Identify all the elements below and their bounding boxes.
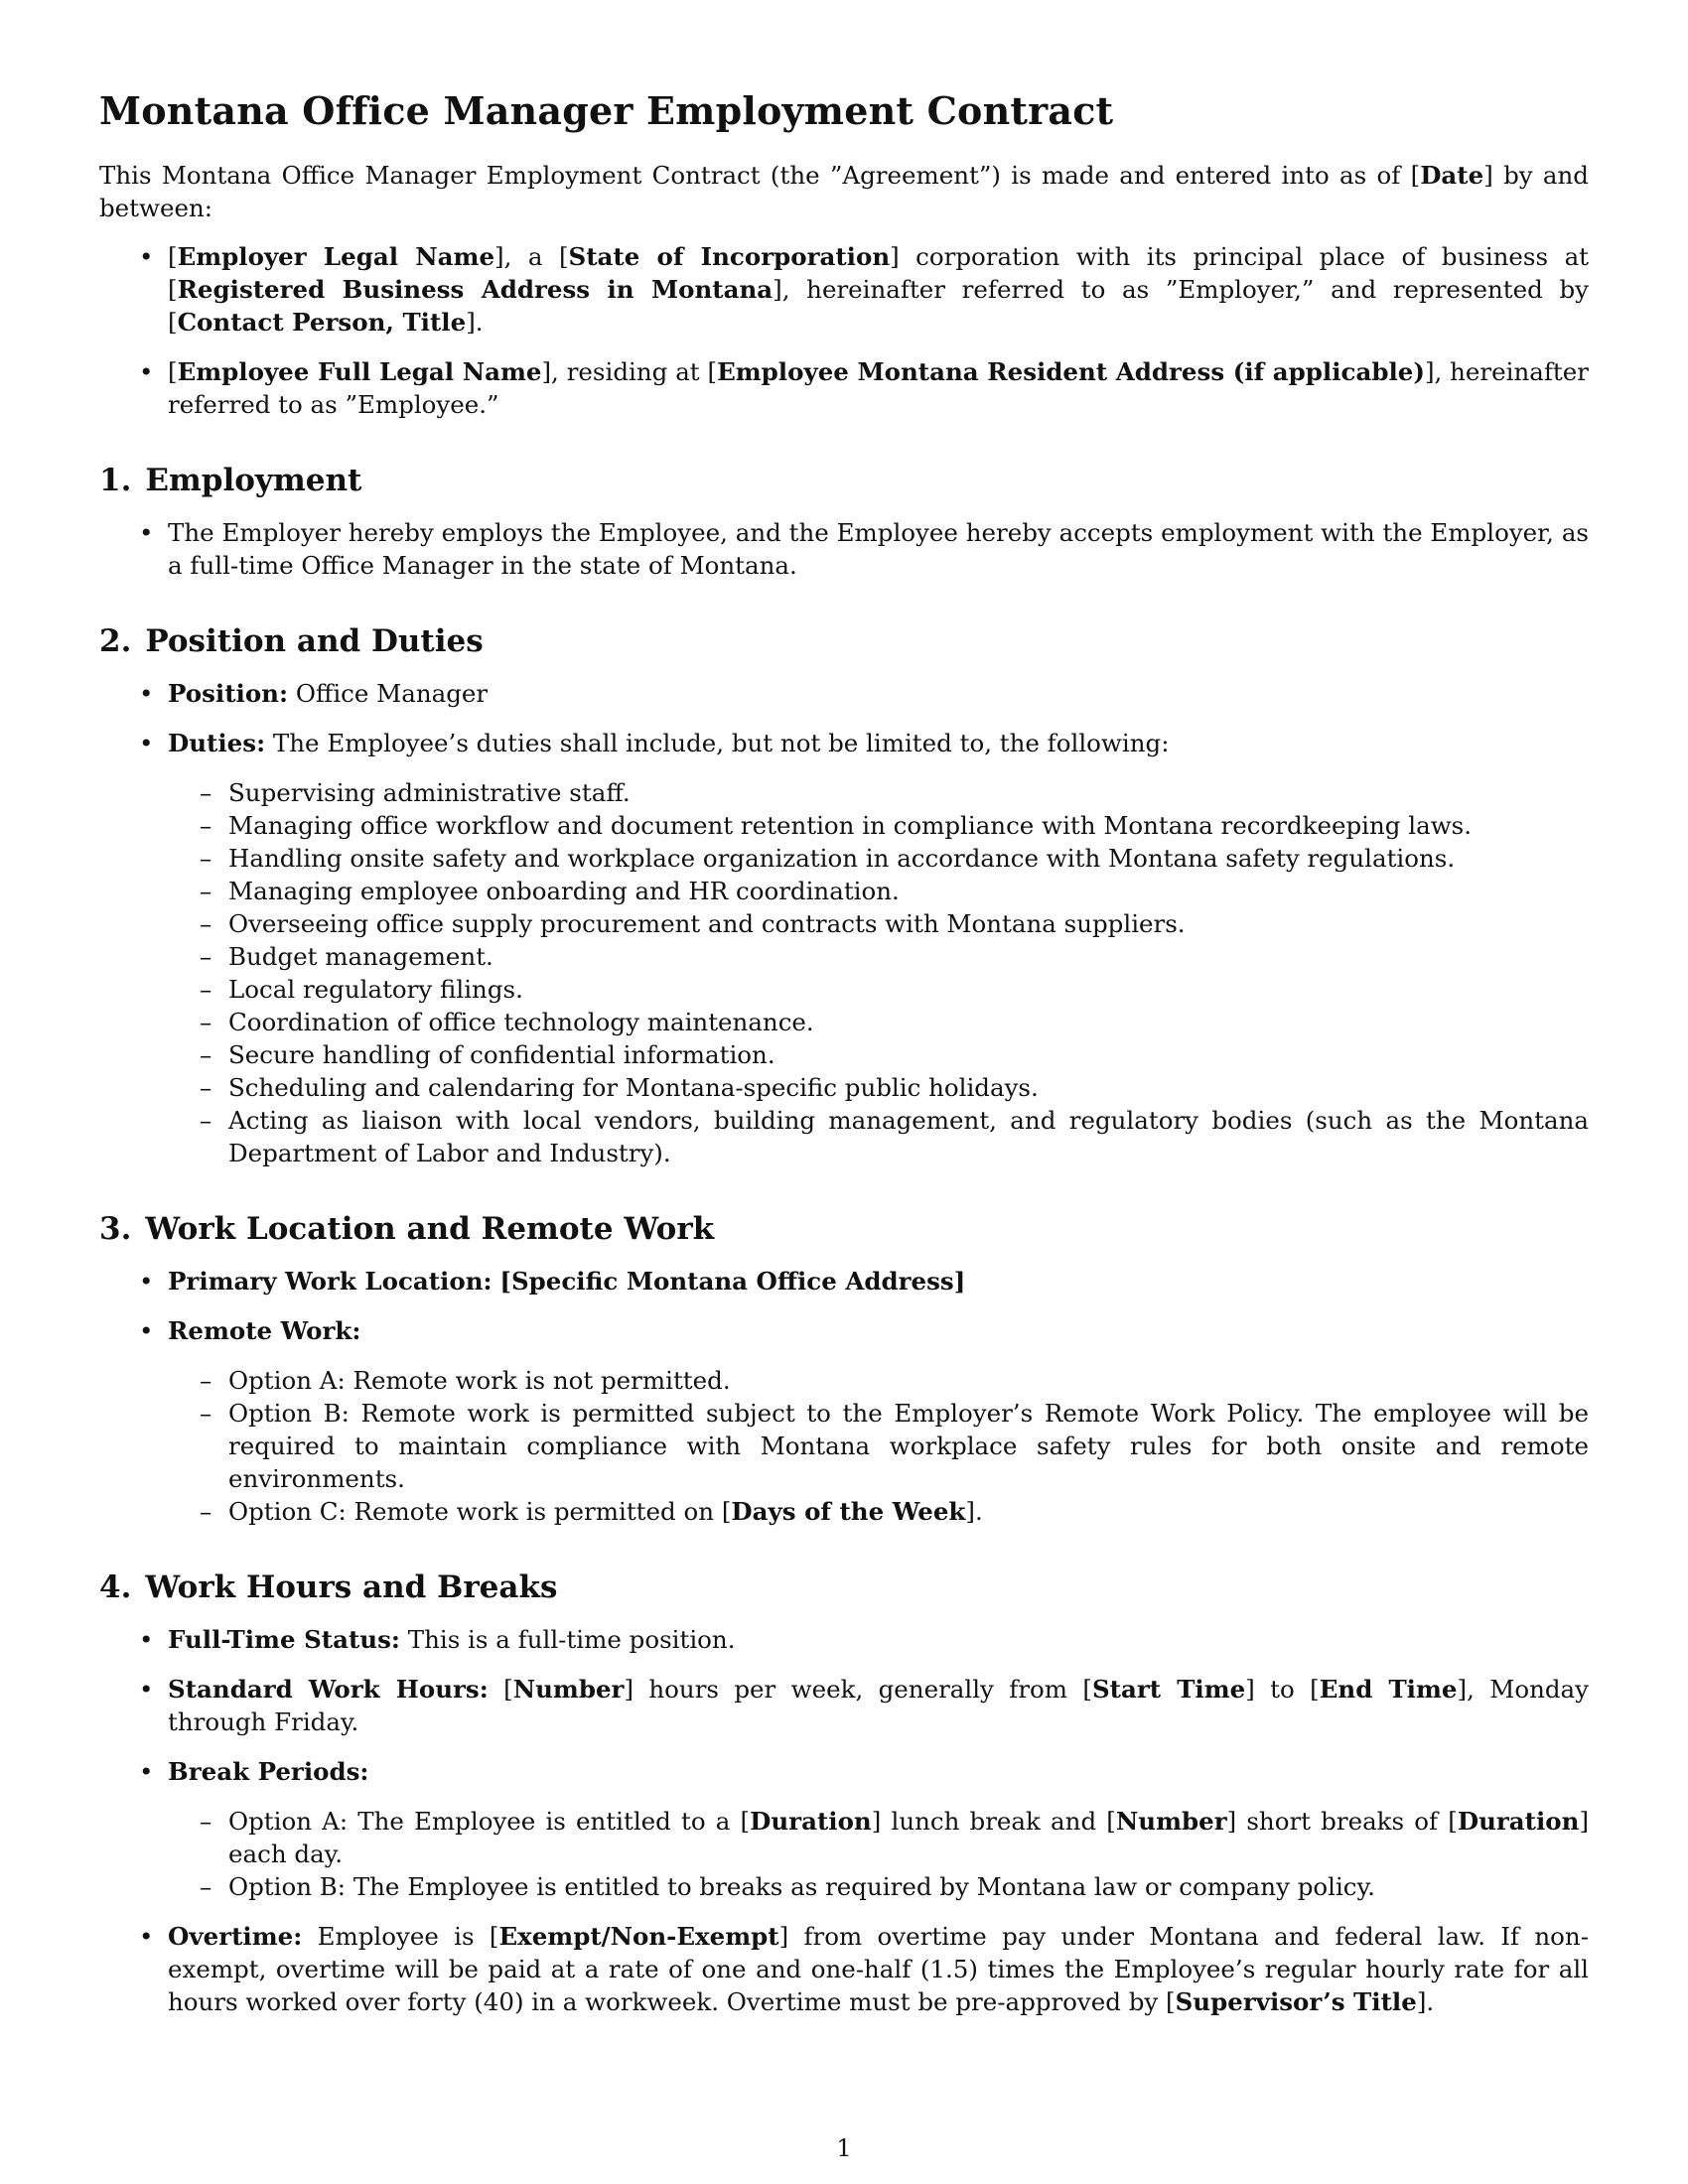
duty-item: – Local regulatory filings. [168, 973, 1589, 1006]
date-placeholder: Date [1420, 161, 1484, 190]
remote-option-b: – Option B: Remote work is permitted subject to the Employer’s Remote Work Policy. The employee will be required to maintain compliance with Montana workplace safety rules for both onsite and remote environments. [168, 1397, 1589, 1495]
document-page [99, 87, 1589, 2035]
duties-list [168, 776, 1589, 1169]
section-1-list [99, 516, 1589, 582]
state-of-incorporation: State of Incorporation [568, 242, 891, 271]
duty-item: – Budget management. [168, 940, 1589, 973]
section-3-list [99, 1265, 1589, 1528]
section-2-list [99, 677, 1589, 1169]
fulltime-item: • Full-Time Status: This is a full-time position. [99, 1623, 1589, 1656]
remote-options-list [168, 1364, 1589, 1528]
section-4-heading: 4. Work Hours and Breaks [99, 1570, 558, 1605]
duty-item: – Managing employee onboarding and HR coordination. [168, 875, 1589, 907]
intro-paragraph: This Montana Office Manager Employment Contract (the ”Agreement”) is made and entered into as of [Date] by and between: [99, 161, 1589, 222]
employer-party: • [Employer Legal Name], a [State of Incorporation] corporation with its principal place of business at [Registered Business Address in Montana], hereinafter referred to as ”Employer,” and represented by [Contact Person, Title]. [99, 240, 1589, 339]
overtime-item: • Overtime: Employee is [Exempt/Non-Exempt] from overtime pay under Montana and federal law. If non-exempt, overtime will be paid at a rate of one and one-half (1.5) times the Employee’s regular hourly rate for all hours worked over forty (40) in a workweek. Overtime must be pre-approved by [Supervisor’s Title]. [99, 1920, 1589, 2018]
employer-legal-name: Employer Legal Name [177, 242, 495, 271]
employee-party: • [Employee Full Legal Name], residing at [Employee Montana Resident Address (if applicable)], hereinafter referred to as ”Employee.” [99, 355, 1589, 421]
section-4-list [99, 1623, 1589, 2018]
break-option-b: – Option B: The Employee is entitled to breaks as required by Montana law or company policy. [168, 1870, 1589, 1903]
duty-item: – Coordination of office technology maintenance. [168, 1006, 1589, 1038]
break-options-list [168, 1805, 1589, 1903]
contact-person: Contact Person, Title [177, 308, 467, 337]
document-title: Montana Office Manager Employment Contract [99, 88, 1114, 133]
duty-item: – Handling onsite safety and workplace organization in accordance with Montana safety regulations. [168, 842, 1589, 875]
remote-work-item: • Remote Work: – Option A: Remote work is not permitted. – Option B: Remote work is permitted subject to the Employer’s Remote Work Policy. The employee will be required to maintain compliance with Montana workplace safety rules for both onsite and remote environments. – Option C: Remote work is permitted on [Days of the Week]. [99, 1314, 1589, 1528]
break-option-a: – Option A: The Employee is entitled to a [Duration] lunch break and [Number] short breaks of [Duration] each day. [168, 1805, 1589, 1870]
primary-location-item: • Primary Work Location: [Specific Montana Office Address] [99, 1265, 1589, 1297]
page-number: 1 [836, 2134, 852, 2162]
work-hours-item: • Standard Work Hours: [Number] hours per week, generally from [Start Time] to [End Time], Monday through Friday. [99, 1673, 1589, 1738]
duty-item: – Managing office workflow and document retention in compliance with Montana recordkeeping laws. [168, 809, 1589, 842]
duty-item: – Acting as liaison with local vendors, building management, and regulatory bodies (such as the Montana Department of Labor and Industry). [168, 1104, 1589, 1169]
position-item: • Position: Office Manager [99, 677, 1589, 710]
employer-address: Registered Business Address in Montana [177, 275, 774, 304]
parties-list [99, 240, 1589, 421]
office-address-placeholder: [Specific Montana Office Address] [499, 1267, 966, 1296]
section-3-heading: 3. Work Location and Remote Work [99, 1211, 715, 1247]
employee-address: Employee Montana Resident Address (if applicable) [717, 357, 1425, 386]
duty-item: – Supervising administrative staff. [168, 776, 1589, 809]
remote-option-c: – Option C: Remote work is permitted on [Days of the Week]. [168, 1495, 1589, 1528]
duty-item: – Secure handling of confidential information. [168, 1038, 1589, 1071]
employment-clause: • The Employer hereby employs the Employee, and the Employee hereby accepts employment with the Employer, as a full-time Office Manager in the state of Montana. [99, 516, 1589, 582]
duty-item: – Overseeing office supply procurement and contracts with Montana suppliers. [168, 907, 1589, 940]
duty-item: – Scheduling and calendaring for Montana-specific public holidays. [168, 1071, 1589, 1104]
section-1-heading: 1. Employment [99, 463, 362, 498]
duties-item: • Duties: The Employee’s duties shall include, but not be limited to, the following: – Supervising administrative staff. – Managing office workflow and document retention in compliance with Montana recordkeeping laws. – Handling onsite safety and workplace organization in accordance with Montana safety regulations. – Managing employee onboarding and HR coordination. – Overseeing office supply procurement and contracts with Montana suppliers. – Budget management. – Local regulatory filings. – Coordination of office technology maintenance. – Secure handling of confidential information. – Scheduling and calendaring for Montana-specific public holidays. – Acting as liaison with local vendors, building management, and regulatory bodies (such as the Montana Department of Labor and Industry). [99, 727, 1589, 1169]
remote-option-a: – Option A: Remote work is not permitted. [168, 1364, 1589, 1397]
employee-name: Employee Full Legal Name [177, 357, 542, 386]
section-2-heading: 2. Position and Duties [99, 623, 484, 659]
break-periods-item: • Break Periods: – Option A: The Employee is entitled to a [Duration] lunch break and [Number] short breaks of [Duration] each day. – Option B: The Employee is entitled to breaks as required by Montana law or company policy. [99, 1755, 1589, 1903]
